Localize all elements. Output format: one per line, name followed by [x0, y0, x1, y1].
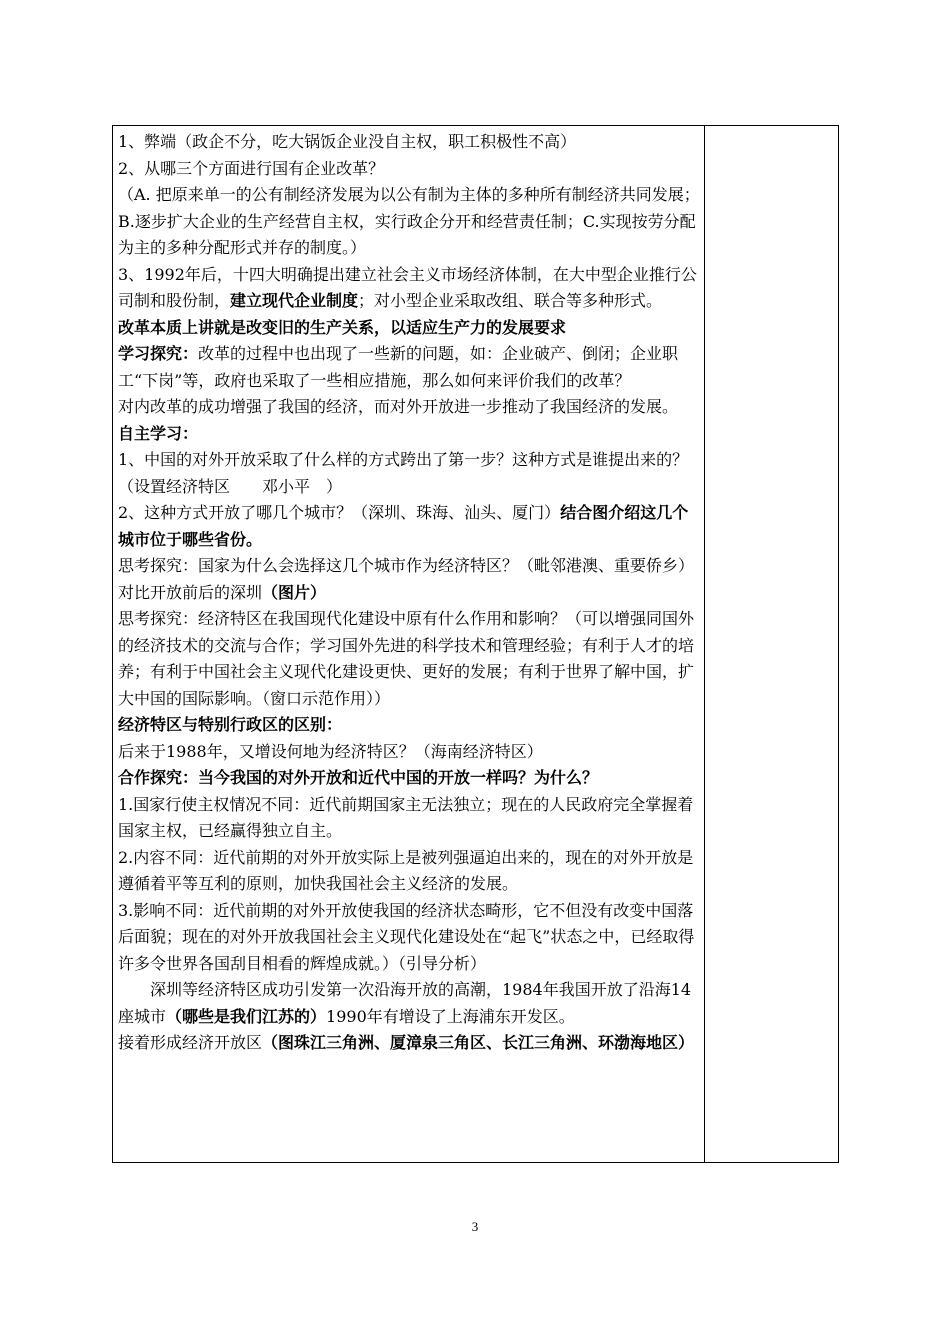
section-heading: 自主学习：	[118, 423, 199, 443]
text-line: 3、1992年后，十四大明确提出建立社会主义市场经济体制，在大中型企业推行公司制和股份制，建立现代企业制度；对小型企业采取改组、联合等多种形式。	[118, 264, 697, 310]
column-divider	[704, 126, 705, 1162]
section-heading: 经济特区与特别行政区的区别：	[118, 715, 343, 734]
bold-phrase: （图珠江三角洲、厦漳泉三角区、长江三角洲、环渤海地区）	[262, 1033, 695, 1052]
text-line: 接着形成经济开放区（图珠江三角洲、厦漳泉三角区、长江三角洲、环渤海地区）	[118, 1033, 695, 1052]
section-heading: 合作探究：当今我国的对外开放和近代中国的开放一样吗？为什么？	[118, 768, 599, 787]
bold-phrase: （图片）	[262, 582, 327, 602]
text-line: 深圳等经济特区成功引发第一次沿海开放的高潮，1984年我国开放了沿海14座城市（哪些是我们江苏的）1990年有增设了上海浦东开发区。	[118, 980, 692, 1026]
text-line: 1、中国的对外开放采取了什么样的方式跨出了第一步？这种方式是谁提出来的？（设置经济特区 邓小平 ）	[118, 450, 689, 496]
text-line: 改革本质上讲就是改变旧的生产关系，以适应生产力的发展要求	[118, 317, 567, 337]
bold-phrase: 学习探究：	[118, 344, 199, 363]
bold-phrase: （哪些是我们江苏的）	[166, 1006, 327, 1026]
text-line: 学习探究：改革的过程中也出现了一些新的问题，如：企业破产、倒闭；企业职工“下岗”等，政府也采取了一些相应措施，那么如何来评价我们的改革？	[118, 344, 679, 390]
text-line: 思考探究：经济特区在我国现代化建设中原有什么作用和影响？（可以增强同国外的经济技术的交流与合作；学习国外先进的科学技术和管理经验；有利于人才的培养；有利于中国社会主义现代化建设更快、更好的发展；有利于世界了解中国，扩大中国的国际影响。（窗口示范作用））	[118, 609, 695, 708]
bold-phrase: 结合图介绍这几个城市位于哪些省份。	[118, 503, 689, 549]
text-line: （A. 把原来单一的公有制经济发展为以公有制为主体的多种所有制经济共同发展；B.逐步扩大企业的生产经营自主权，实行政企分开和经营责任制；C.实现按劳分配为主的多种分配形式并存的制度。）	[118, 185, 700, 257]
text-line: 1、弊端（政企不分，吃大锅饭企业没自主权，职工积极性不高）	[118, 132, 577, 151]
text-line: 后来于1988年，又增设何地为经济特区？（海南经济特区）	[118, 741, 543, 761]
text-line: 1.国家行使主权情况不同：近代前期国家主无法独立；现在的人民政府完全掌握着国家主权，已经赢得独立自主。	[118, 794, 694, 840]
text-line: 思考探究：国家为什么会选择这几个城市作为经济特区？（毗邻港澳、重要侨乡）对比开放前后的深圳（图片）	[118, 556, 695, 602]
lesson-content-cell	[118, 129, 701, 1057]
text-line: 2、从哪三个方面进行国有企业改革？	[118, 158, 385, 178]
page-number: 3	[471, 1219, 479, 1234]
text-line: 3.影响不同：近代前期的对外开放使我国的经济状态畸形，它不但没有改变中国落后面貌；现在的对外开放我国社会主义现代化建设处在“起飞”状态之中，已经取得许多令世界各国刮目相看的辉煌成就。）（引导分析）	[118, 900, 695, 973]
text-line: 2、这种方式开放了哪几个城市？（深圳、珠海、汕头、厦门）结合图介绍这几个城市位于哪些省份。	[118, 503, 689, 549]
text-line: 对内改革的成功增强了我国的经济，而对外开放进一步推动了我国经济的发展。	[118, 397, 679, 416]
text-line: 2.内容不同：近代前期的对外开放实际上是被列强逼迫出来的，现在的对外开放是遵循着平等互利的原则，加快我国社会主义经济的发展。	[118, 847, 694, 893]
bold-phrase: 建立现代企业制度	[230, 291, 359, 310]
lesson-table	[112, 125, 839, 1163]
